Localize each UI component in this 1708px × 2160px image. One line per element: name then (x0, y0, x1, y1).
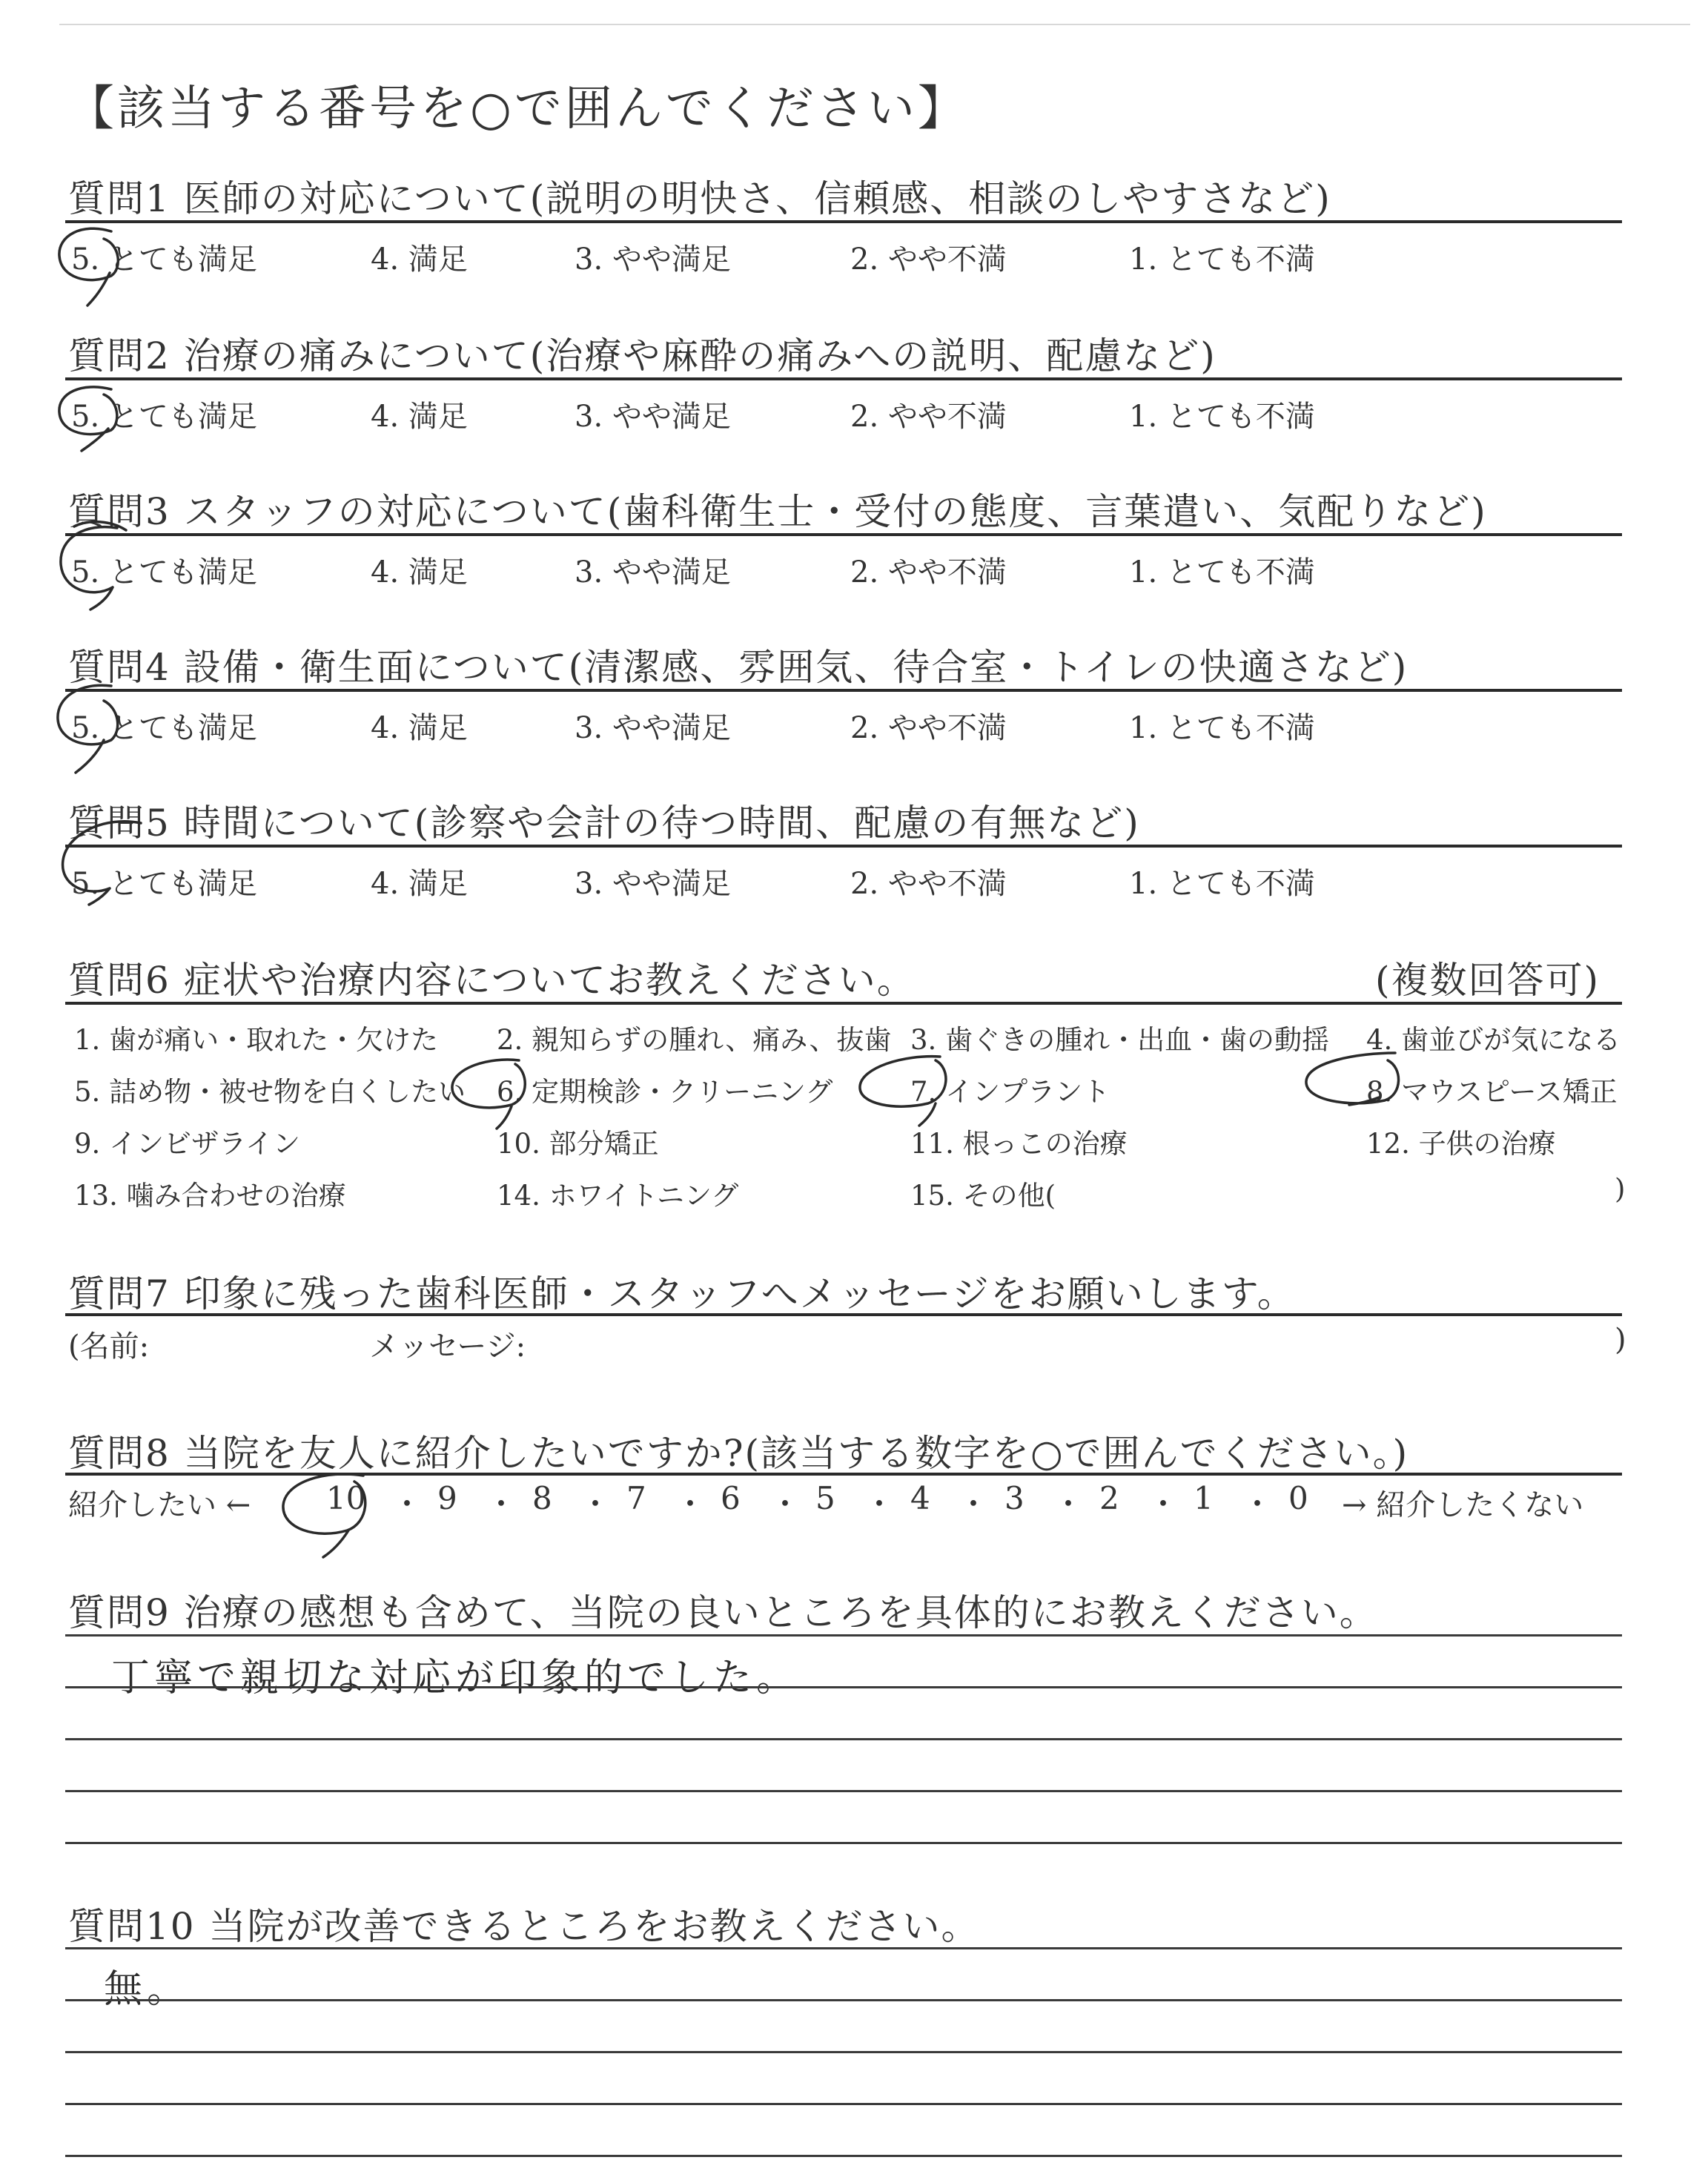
q3-option-4[interactable]: 4. 満足 (371, 555, 468, 589)
q6-option-7[interactable]: 7. インプラント (910, 1076, 1110, 1108)
question-6-label: 質問6 症状や治療内容についてお教えください。 (68, 959, 916, 1002)
q8-scale-8[interactable]: 8 (532, 1480, 552, 1516)
q6-option-12[interactable]: 12. 子供の治療 (1366, 1128, 1556, 1160)
q2-option-3[interactable]: 3. やや満足 (575, 400, 731, 434)
q8-sep: ・ (769, 1486, 801, 1522)
q8-scale-4[interactable]: 4 (910, 1480, 930, 1516)
q4-circle-mark (58, 685, 118, 773)
q5-circle-mark (63, 822, 141, 905)
question-4-label: 質問4 設備・衛生面について(清潔感、雰囲気、待合室・トイレの快適さなど) (68, 646, 1409, 689)
q8-sep: ・ (675, 1486, 706, 1522)
q6-option-5[interactable]: 5. 詰め物・被せ物を白くしたい (74, 1076, 466, 1108)
q1-option-1[interactable]: 1. とても不満 (1129, 242, 1315, 277)
q8-scale-5[interactable]: 5 (815, 1480, 835, 1516)
q3-option-1[interactable]: 1. とても不満 (1129, 555, 1315, 589)
q8-sep: ・ (864, 1486, 896, 1522)
form-title: 【該当する番号を○で囲んでください】 (67, 82, 968, 136)
question-7-label: 質問7 印象に残った歯科医師・スタッフへメッセージをお願いします。 (68, 1272, 1296, 1315)
q8-scale-1[interactable]: 1 (1194, 1480, 1214, 1516)
q8-sep: ・ (1148, 1486, 1179, 1522)
q7-message-label: メッセージ: (369, 1330, 526, 1364)
q2-option-1[interactable]: 1. とても不満 (1129, 400, 1315, 434)
q3-option-2[interactable]: 2. やや不満 (850, 555, 1007, 589)
q4-option-1[interactable]: 1. とても不満 (1129, 711, 1315, 745)
q10-handwritten-answer[interactable]: 無。 (104, 1967, 191, 2012)
q6-option-15[interactable]: 15. その他( (910, 1180, 1056, 1212)
q8-scale-0[interactable]: 0 (1288, 1480, 1308, 1516)
q9-handwritten-answer[interactable]: 丁寧で親切な対応が印象的でした。 (111, 1656, 800, 1700)
q8-sep: ・ (958, 1486, 990, 1522)
q8-left-label: 紹介したい ← (68, 1488, 251, 1522)
q2-option-2[interactable]: 2. やや不満 (850, 400, 1007, 434)
q1-option-2[interactable]: 2. やや不満 (850, 242, 1007, 277)
q1-circle-mark (59, 228, 118, 305)
q6-option-10[interactable]: 10. 部分矯正 (497, 1128, 659, 1160)
q6-option7-circle (860, 1057, 946, 1126)
q8-scale-10-circle (283, 1474, 365, 1557)
q8-scale-3[interactable]: 3 (1004, 1480, 1025, 1516)
q8-scale-10[interactable]: 10 (326, 1480, 366, 1516)
q4-option-2[interactable]: 2. やや不満 (850, 711, 1007, 745)
q6-option-1[interactable]: 1. 歯が痛い・取れた・欠けた (74, 1024, 439, 1056)
q6-option-2[interactable]: 2. 親知らずの腫れ、痛み、抜歯 (497, 1024, 892, 1056)
q1-option-4[interactable]: 4. 満足 (371, 242, 468, 277)
q1-option-3[interactable]: 3. やや満足 (575, 242, 731, 277)
q7-name-label: (名前: (68, 1330, 150, 1364)
q4-option-5[interactable]: 5. とても満足 (71, 711, 257, 745)
q5-option-4[interactable]: 4. 満足 (371, 867, 468, 901)
question-2-label: 質問2 治療の痛みについて(治療や麻酔の痛みへの説明、配慮など) (68, 334, 1217, 377)
question-6-note: (複数回答可) (1375, 959, 1601, 1002)
q8-scale-7[interactable]: 7 (626, 1480, 646, 1516)
question-3-label: 質問3 スタッフの対応について(歯科衛生士・受付の態度、言葉遣い、気配りなど) (68, 490, 1487, 533)
question-10-label: 質問10 当院が改善できるところをお教えください。 (68, 1905, 980, 1948)
q8-sep: ・ (1242, 1486, 1274, 1522)
q3-option-3[interactable]: 3. やや満足 (575, 555, 731, 589)
q6-other-close: ) (1615, 1173, 1626, 1205)
q2-option-4[interactable]: 4. 満足 (371, 400, 468, 434)
q6-option-14[interactable]: 14. ホワイトニング (497, 1180, 739, 1212)
q6-option6-circle (452, 1060, 525, 1129)
q4-option-4[interactable]: 4. 満足 (371, 711, 468, 745)
q8-scale-9[interactable]: 9 (437, 1480, 457, 1516)
q8-sep: ・ (580, 1486, 612, 1522)
question-1-label: 質問1 医師の対応について(説明の明快さ、信頼感、相談のしやすさなど) (68, 177, 1331, 220)
q1-option-5[interactable]: 5. とても満足 (71, 242, 257, 277)
q7-close: ) (1615, 1323, 1626, 1357)
q8-sep: ・ (391, 1486, 423, 1522)
q8-sep: ・ (1053, 1486, 1085, 1522)
q8-right-label: → 紹介したくない (1342, 1488, 1584, 1522)
q8-scale-2[interactable]: 2 (1099, 1480, 1119, 1516)
q5-option-1[interactable]: 1. とても不満 (1129, 867, 1315, 901)
q6-option-3[interactable]: 3. 歯ぐきの腫れ・出血・歯の動揺 (910, 1024, 1330, 1056)
q6-option-8[interactable]: 8. マウスピース矯正 (1366, 1076, 1618, 1108)
q6-option-11[interactable]: 11. 根っこの治療 (910, 1128, 1128, 1160)
q8-sep: ・ (486, 1486, 517, 1522)
q6-option-6[interactable]: 6. 定期検診・クリーニング (497, 1076, 833, 1108)
q3-circle-mark (61, 522, 126, 610)
q2-circle-mark (59, 387, 117, 451)
q6-option8-circle (1306, 1053, 1399, 1105)
q6-option-9[interactable]: 9. インビザライン (74, 1128, 300, 1160)
q5-option-3[interactable]: 3. やや満足 (575, 867, 731, 901)
question-9-label: 質問9 治療の感想も含めて、当院の良いところを具体的にお教えください。 (68, 1591, 1378, 1634)
q3-option-5[interactable]: 5. とても満足 (71, 555, 257, 589)
q5-option-2[interactable]: 2. やや不満 (850, 867, 1007, 901)
q6-option-13[interactable]: 13. 噛み合わせの治療 (74, 1180, 346, 1212)
question-8-label: 質問8 当院を友人に紹介したいですか?(該当する数字を○で囲んでください。) (68, 1432, 1409, 1475)
q6-option-4[interactable]: 4. 歯並びが気になる (1366, 1024, 1621, 1056)
q2-option-5[interactable]: 5. とても満足 (71, 400, 257, 434)
q5-option-5[interactable]: 5. とても満足 (71, 867, 257, 901)
question-5-label: 質問5 時間について(診察や会計の待つ時間、配慮の有無など) (68, 802, 1140, 845)
q8-scale-6[interactable]: 6 (721, 1480, 741, 1516)
q4-option-3[interactable]: 3. やや満足 (575, 711, 731, 745)
